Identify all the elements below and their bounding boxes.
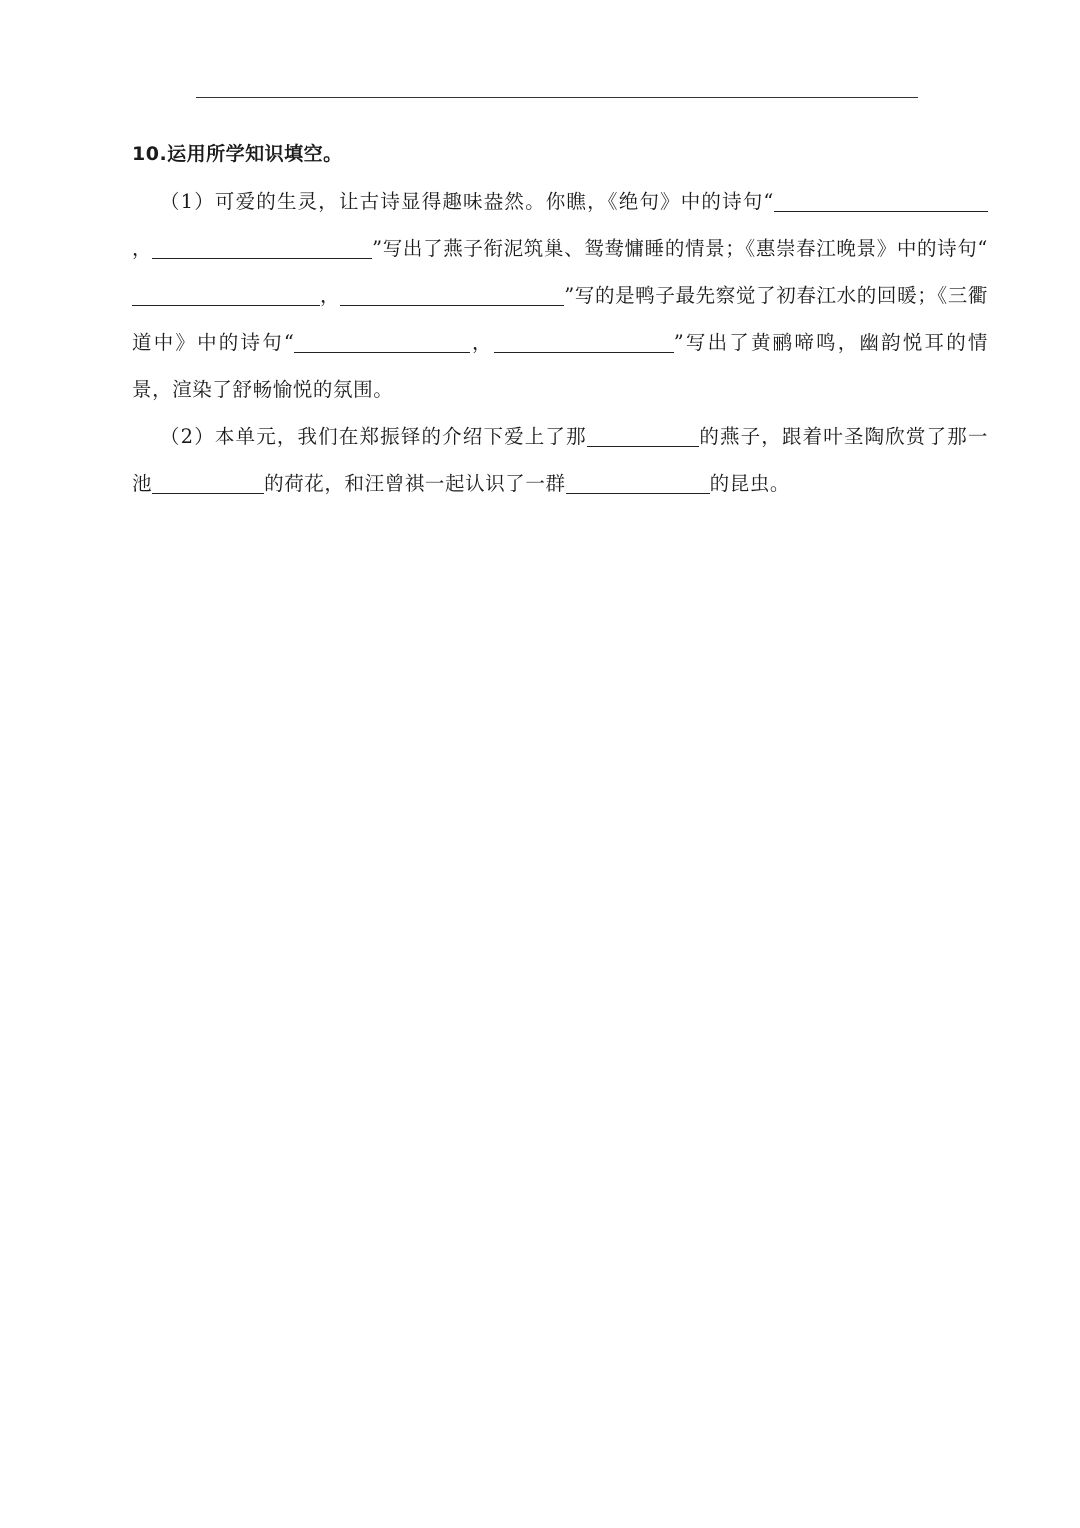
question-title: 10.运用所学知识填空。 [132,143,343,165]
part-2-text-3: 的荷花，和汪曾祺一起认识了一群 [264,472,566,495]
top-answer-line [196,97,918,98]
part-1-text-5: ”写的是鸭子最先察觉了初春江水的回暖；《三衢道中》中的诗句“ [132,284,988,354]
part-2-text-1: （2）本单元，我们在郑振铎的介绍下爱上了那 [160,425,587,448]
blank-jueju-line-2[interactable] [152,236,372,259]
blank-huichong-line-2[interactable] [340,283,564,306]
blank-lotus[interactable] [152,471,264,494]
blank-huichong-line-1[interactable] [132,283,320,306]
part-1-text-6: ， [470,331,494,354]
part-1-text-4: ， [320,284,341,307]
part-1-text-2: ， [132,237,153,260]
part-1-text-7: ”写出了黄鹂啼鸣，幽韵悦耳的情景，渲染了舒畅愉悦的氛围。 [132,331,988,401]
part-1-paragraph [132,178,988,413]
part-2-text-2: 的燕子，跟着叶圣陶欣赏了那一池 [132,425,988,495]
part-1-text-3: ”写出了燕子衔泥筑巢、鸳鸯慵睡的情景；《惠崇春江晚景》中的诗句“ [372,237,988,260]
blank-insects[interactable] [566,471,710,494]
blank-sanqu-line-2[interactable] [494,330,674,353]
part-1-text-1: （1）可爱的生灵，让古诗显得趣味盎然。你瞧，《绝句》中的诗句“ [160,190,774,213]
question-10 [132,136,988,507]
part-2-text-4: 的昆虫。 [709,472,791,495]
blank-swallow[interactable] [587,424,699,447]
blank-jueju-line-1[interactable] [774,189,988,212]
blank-sanqu-line-1[interactable] [294,330,470,353]
part-2-paragraph [132,413,988,507]
